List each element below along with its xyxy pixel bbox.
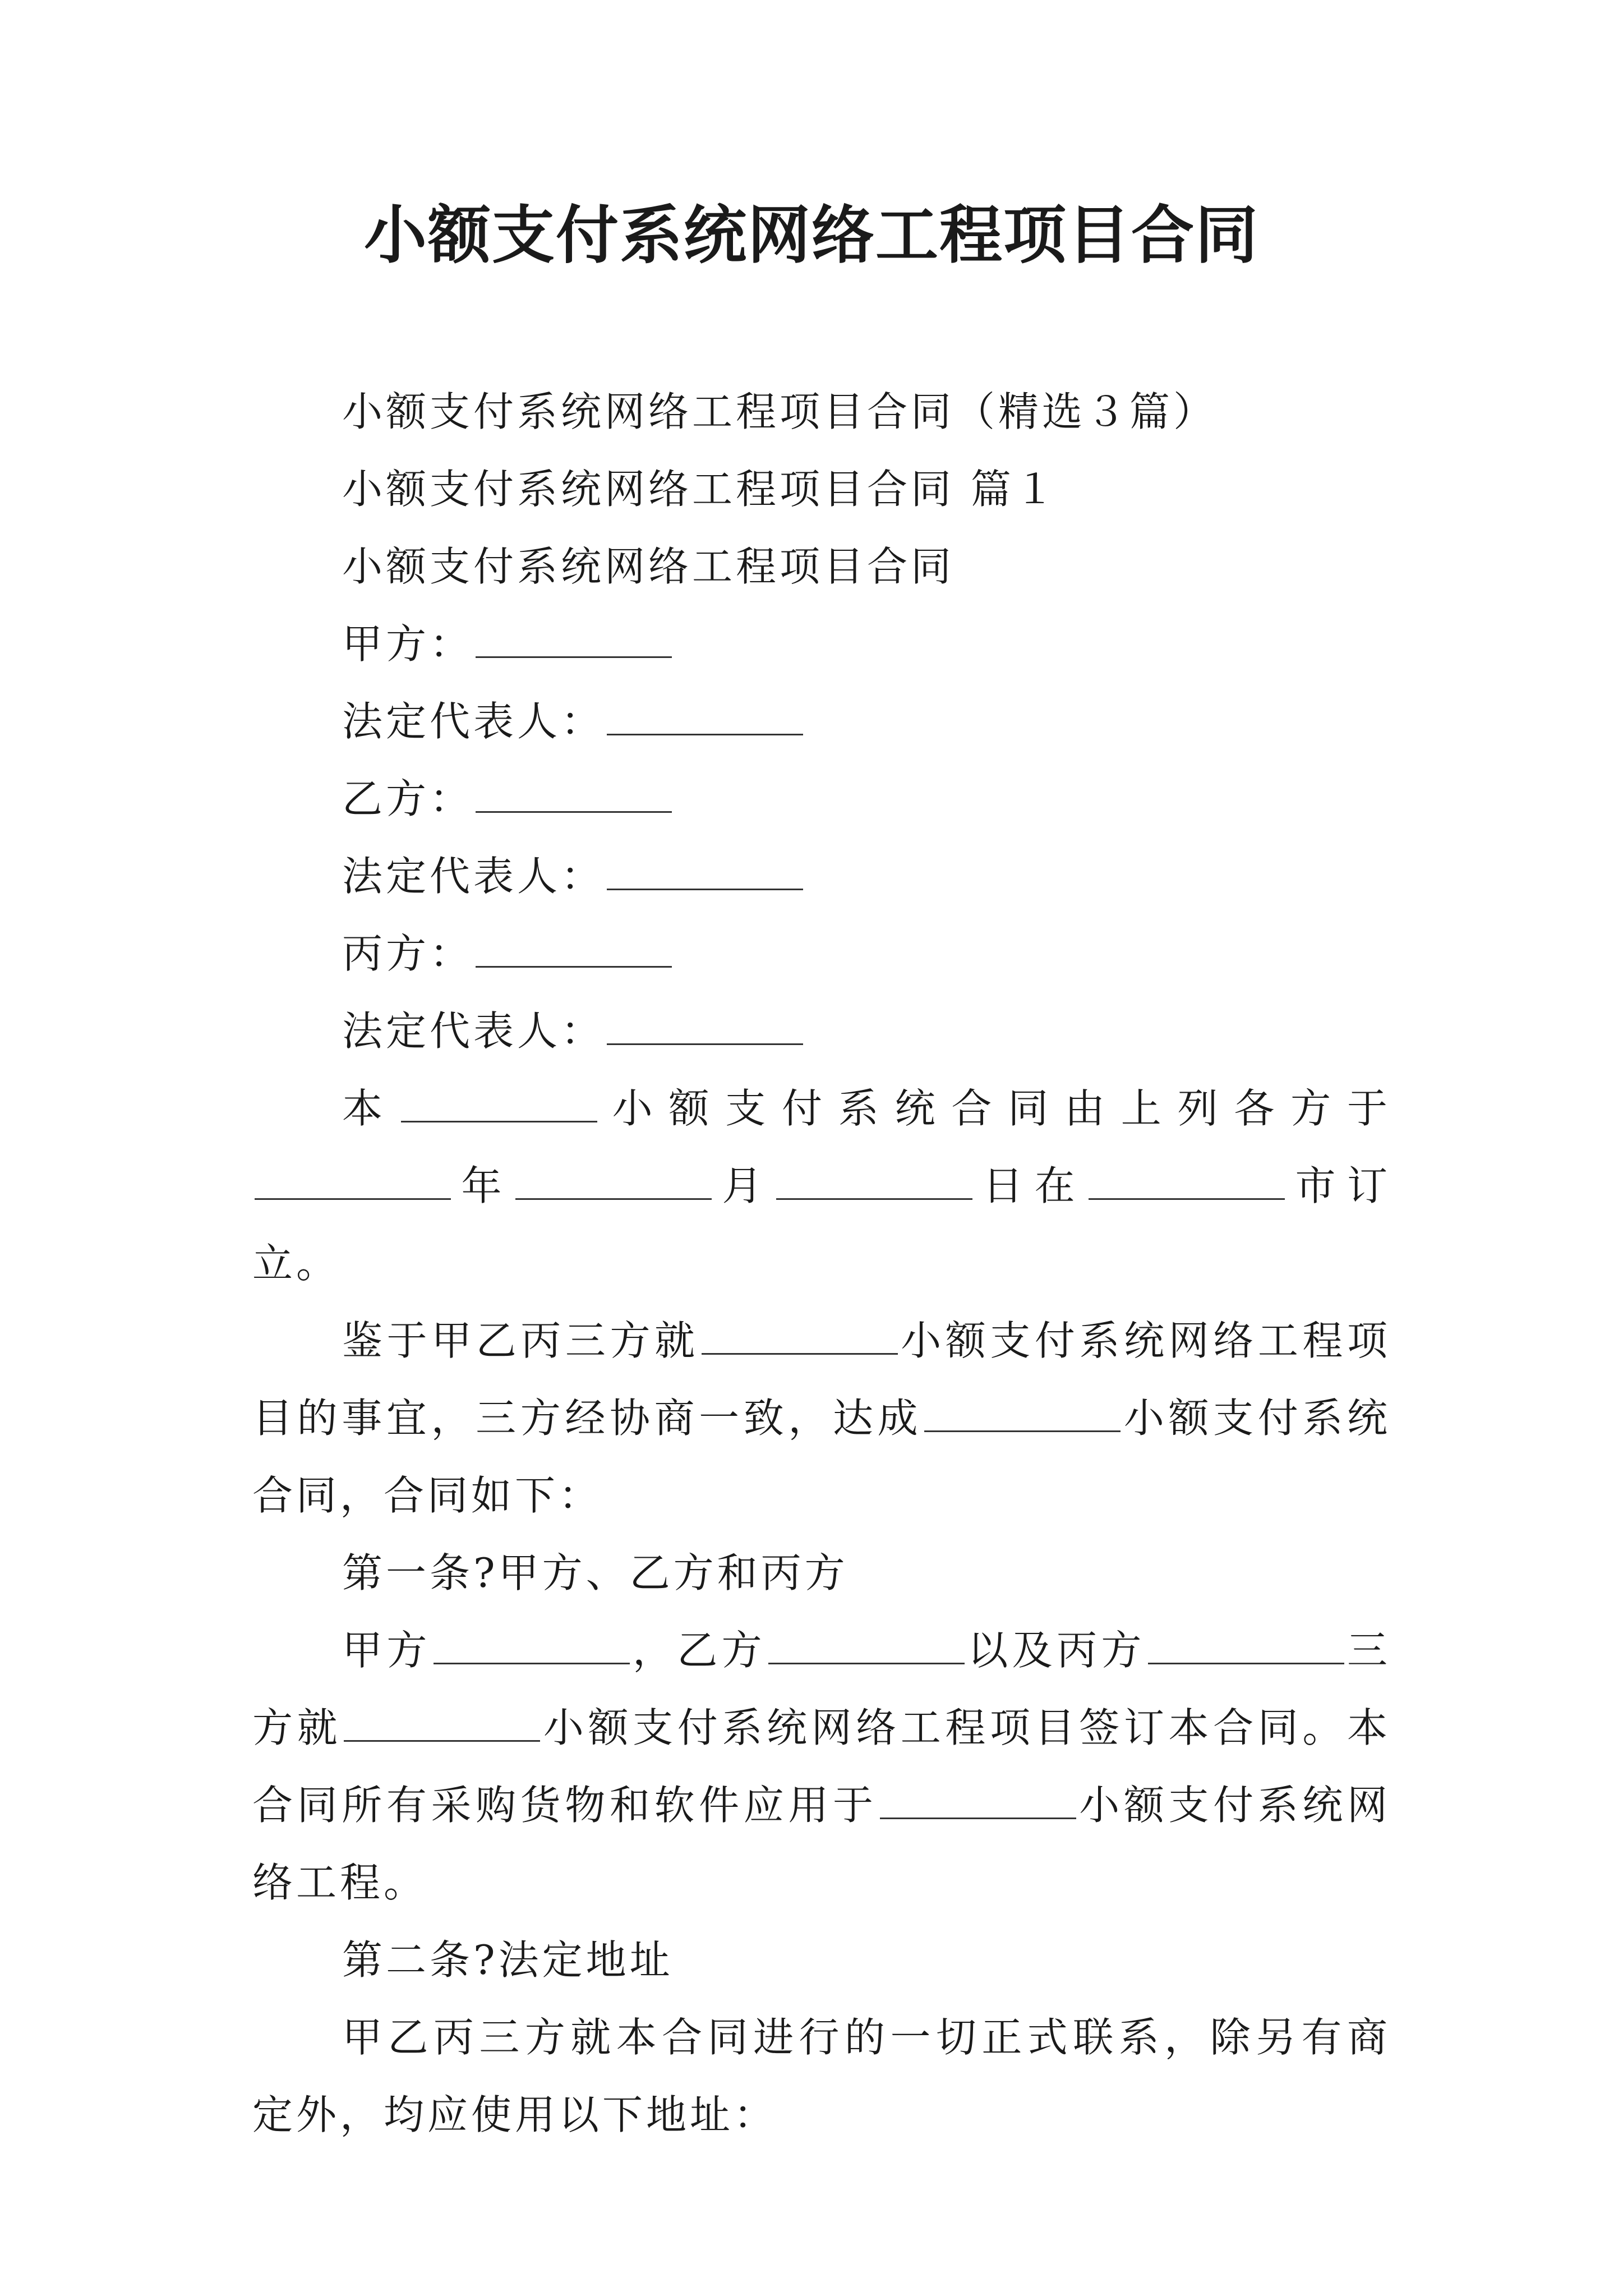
recital-text-3: 小额支付系统合同，合同如下： [252, 1395, 1391, 1519]
rep-a-line [252, 683, 1391, 760]
party-a-line [252, 605, 1391, 683]
party-b-label: 乙方： [342, 775, 474, 822]
article-1-paragraph [252, 1612, 1391, 1921]
signing-text-5: 日在 [974, 1162, 1087, 1209]
rep-b-label: 法定代表人： [342, 853, 605, 900]
article-2-heading [252, 1921, 1391, 1999]
article-1-blank-3 [1148, 1630, 1344, 1664]
article-1-text-3: 以及丙方 [967, 1627, 1146, 1674]
article-1-blank-5 [880, 1785, 1076, 1819]
rep-c-label: 法定代表人： [342, 1007, 605, 1055]
party-c-blank [476, 933, 672, 968]
subtitle-text: 小额支付系统网络工程项目合同（精选３篇） [342, 388, 1218, 435]
article-1-blank-2 [768, 1630, 965, 1664]
subtitle-line [252, 373, 1391, 450]
article-1-heading-text: 第一条?甲方、乙方和丙方 [342, 1549, 849, 1596]
document-title: 小额支付系统网络工程项目合同 [364, 199, 1259, 272]
rep-c-blank [607, 1011, 803, 1045]
article-1-heading [252, 1534, 1391, 1612]
party-a-blank [476, 624, 672, 658]
rep-a-label: 法定代表人： [342, 698, 605, 745]
signing-blank-1 [401, 1088, 597, 1122]
signing-text-4: 月 [713, 1162, 774, 1209]
contract-name-line [252, 528, 1391, 605]
signing-blank-5 [1089, 1166, 1285, 1200]
signing-text-6: 市订立。 [252, 1162, 1391, 1287]
signing-paragraph [252, 1070, 1391, 1302]
contract-name-text: 小额支付系统网络工程项目合同 [342, 543, 955, 590]
party-c-line [252, 915, 1391, 992]
party-b-line [252, 760, 1391, 838]
recital-text-1: 鉴于甲乙丙三方就 [342, 1317, 699, 1364]
section-text: 小额支付系统网络工程项目合同 篇１ [342, 466, 1058, 513]
recital-blank-1 [702, 1320, 898, 1355]
recital-text-2: 小额支付系统网络工程项目的事宜，三方经协商一致，达成 [252, 1317, 1391, 1442]
signing-blank-3 [515, 1166, 712, 1200]
article-1-text-5: 小额支付系统网络工程项目签订本合同。本合同所有采购货物和软件应用于 [252, 1704, 1391, 1829]
party-c-label: 丙方： [342, 930, 474, 977]
party-b-blank [476, 779, 672, 813]
article-2-paragraph [252, 1999, 1391, 2154]
article-1-blank-1 [434, 1630, 630, 1664]
rep-a-blank [607, 701, 803, 735]
recital-paragraph [252, 1302, 1391, 1534]
article-2-heading-text: 第二条?法定地址 [342, 1936, 674, 1984]
party-a-label: 甲方： [342, 620, 474, 668]
signing-blank-4 [776, 1166, 972, 1200]
section-line [252, 450, 1391, 528]
article-2-text: 甲乙丙三方就本合同进行的一切正式联系，除另有商定外，均应使用以下地址： [252, 2014, 1391, 2138]
article-1-text-2: ，乙方 [631, 1627, 766, 1674]
signing-text-2: 小额支付系统合同由上列各方于 [599, 1085, 1391, 1132]
article-1-blank-4 [344, 1708, 540, 1742]
signing-text-3: 年 [453, 1162, 513, 1209]
rep-b-blank [607, 856, 803, 890]
rep-b-line [252, 838, 1391, 915]
article-1-text-6: 小额支付系统网络工程。 [252, 1782, 1391, 1906]
signing-blank-2 [255, 1166, 451, 1200]
article-1-text-4: 三方就 [252, 1627, 1391, 1751]
signing-text-1: 本 [342, 1085, 399, 1132]
recital-blank-2 [924, 1398, 1121, 1432]
rep-c-line [252, 992, 1391, 1070]
document-body [252, 373, 1391, 2154]
article-1-text-1: 甲方 [342, 1627, 431, 1674]
